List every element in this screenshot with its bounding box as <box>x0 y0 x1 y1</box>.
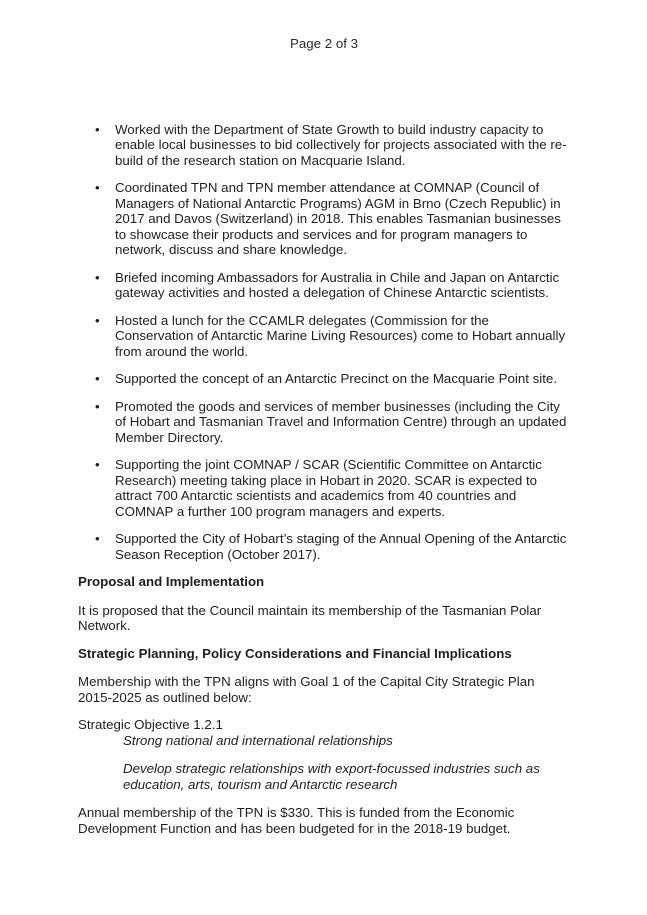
bullet-text: Supported the City of Hobart’s staging of the Annual Opening of the Antarctic Season Reception (October 2017). <box>115 531 567 562</box>
strategic-objective-label: Strategic Objective 1.2.1 <box>78 717 223 732</box>
proposal-body: It is proposed that the Council maintain its membership of the Tasmanian Polar Network. <box>78 602 542 633</box>
strategic-objective <box>78 717 570 748</box>
strategic-objective-quote: Strong national and international relationships <box>123 732 393 748</box>
list-item <box>95 270 570 301</box>
bullet-text: Hosted a lunch for the CCAMLR delegates (Commission for the Conservation of Antarctic Marine Living Resources) come to Hobart annually from around the world. <box>115 312 566 359</box>
bullet-text: Briefed incoming Ambassadors for Australia in Chile and Japan on Antarctic gateway activities and hosted a delegation of Chinese Antarctic scientists. <box>115 269 560 300</box>
bullet-icon: • <box>95 371 100 386</box>
strategic-heading: Strategic Planning, Policy Considerations and Financial Implications <box>78 645 512 661</box>
bullet-icon: • <box>95 312 100 328</box>
strategic-objective-quote: Develop strategic relationships with export-focussed industries such as education, arts, tourism and Antarctic research <box>123 761 540 792</box>
bullet-text: Coordinated TPN and TPN member attendance at COMNAP (Council of Managers of National Antarctic Programs) AGM in Brno (Czech Republic) in 2017 and Davos (Switzerland) in 2018. This enables Tasmanian businesses to showcase their products and services and for program managers to network, discuss and share knowledge. <box>115 180 561 257</box>
page-number: Page 2 of 3 <box>289 36 359 51</box>
bullet-icon: • <box>95 531 100 546</box>
achievements-list <box>78 122 570 563</box>
bullet-text: Worked with the Department of State Growth to build industry capacity to enable local businesses to bid collectively for projects associated with the re-build of the research station on Macquarie Island. <box>115 121 567 168</box>
list-item <box>95 122 570 169</box>
bullet-icon: • <box>95 457 100 472</box>
proposal-heading: Proposal and Implementation <box>78 574 265 589</box>
bullet-text: Supporting the joint COMNAP / SCAR (Scientific Committee on Antarctic Research) meeting taking place in Hobart in 2020. SCAR is expected to attract 700 Antarctic scientists and academics from 40 countries and COMNAP a further 100 program managers and experts. <box>115 457 542 519</box>
bullet-text: Promoted the goods and services of member businesses (including the City of Hobart and Tasmanian Travel and Information Centre) through an updated Member Directory. <box>115 398 567 445</box>
strategic-intro: Membership with the TPN aligns with Goal 1 of the Capital City Strategic Plan 2015-2025 as outlined below: <box>78 674 535 705</box>
bullet-icon: • <box>95 180 100 195</box>
bullet-icon: • <box>95 121 100 137</box>
list-item <box>95 399 570 446</box>
list-item <box>95 313 570 360</box>
list-item <box>95 180 570 258</box>
bullet-icon: • <box>95 269 100 285</box>
list-item <box>95 371 570 387</box>
list-item <box>95 457 570 519</box>
list-item <box>95 531 570 562</box>
bullet-icon: • <box>95 398 100 414</box>
funding-note: Annual membership of the TPN is $330. This is funded from the Economic Development Function and has been budgeted for in the 2018-19 budget. <box>78 805 515 836</box>
bullet-text: Supported the concept of an Antarctic Precinct on the Macquarie Point site. <box>115 371 558 386</box>
